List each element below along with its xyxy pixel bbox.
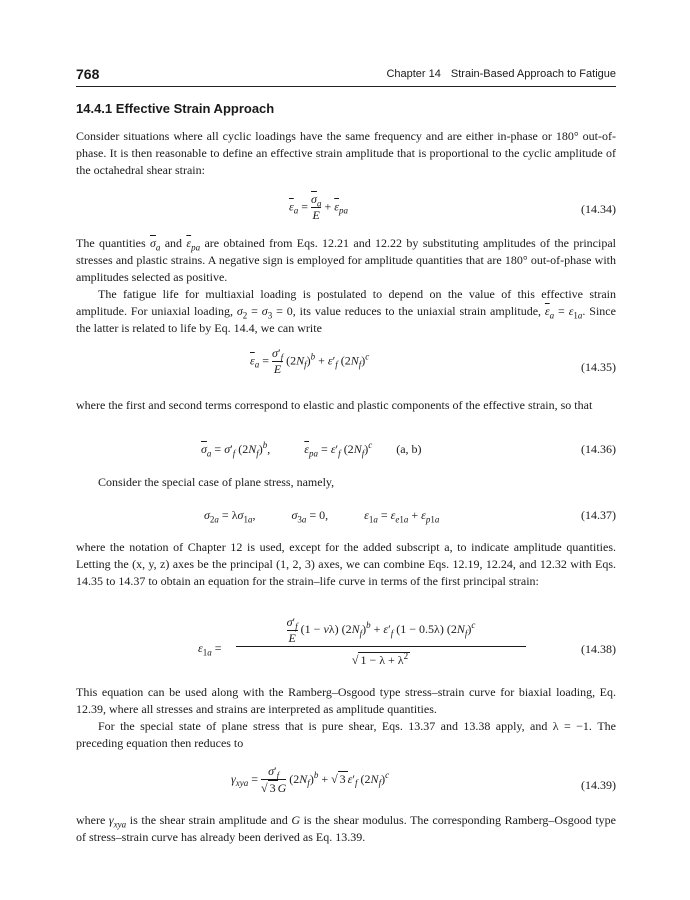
equation-14-39: $\gamma_{xya}$ = $\frac{\sigma'_f}{√ 3 G}$ $(2N_f)^b$ + √ 3 $\varepsilon'_f$ $(2N_f)^c$ (14.39) — [231, 764, 616, 795]
paragraph-intro: Consider situations where all cyclic loadings have the same frequency and are either in-phase or 180° out-of-phase. It is then reasonable to define an effective strain amplitude that is proportional to the cyclic amplitude of the octahedral shear strain: — [76, 129, 616, 177]
chapter-label: Chapter 14 — [386, 68, 441, 80]
paragraph-fatigue-life: The fatigue life for multiaxial loading is postulated to depend on the value of this effective strain amplitude. For uniaxial loading, $\sigma_2 = \sigma_3 = 0$, its value reduces to the uniaxial strain amplitude, $\overline{\varepsilon}_a = \varepsilon_{1a}$. Since the latter is related to life by Eq. 14.4, we can write — [76, 287, 616, 335]
paragraph-plane-stress: Consider the special case of plane stress, namely, — [98, 475, 335, 489]
equation-number: (14.36) — [581, 442, 616, 456]
chapter-title: Strain-Based Approach to Fatigue — [450, 68, 616, 80]
chapter-heading — [386, 68, 616, 80]
equation-14-38: $\varepsilon_{1a}$ = $\frac{\sigma'_f}{E}$ (1 − νλ) $(2N_f)^b + \varepsilon'_f$ (1 − 0.5λ) $(2N_f)^c$ √ $1 - \lambda + \lambda^2$ (14.38) — [198, 614, 616, 667]
equation-14-34: $\overline{\varepsilon}_a$ = $\frac{\overline{\sigma}_a}{E}$ + $\overline{\varepsilon}_{pa}$ (14.34) — [289, 192, 616, 222]
paragraph-terms: where the first and second terms correspond to elastic and plastic components of the effective strain, so that — [76, 398, 593, 412]
equation-14-36: $\overline{\sigma}_a = \sigma'_f$ $(2N_f)^b$, $\overline{\varepsilon}_{pa} = \varepsilon'_f$ $(2N_f)^c$ (a, b) (14.36) — [201, 440, 616, 459]
section-number: 14.4.1 — [76, 101, 113, 116]
equation-number: (14.38) — [581, 642, 616, 656]
paragraph-notation: where the notation of Chapter 12 is used, except for the added subscript a, to indicate amplitude quantities. Letting the (x, y, z) axes be the principal (1, 2, 3) axes, we can combine Eqs. 12.19, 12.24, and 12.32 with Eqs. 14.35 to 14.37 to obtain an equation for the strain–life curve in terms of the first principal strain: — [76, 540, 616, 588]
paragraph-shear-modulus: where $\gamma_{xya}$ is the shear strain amplitude and G is the shear modulus. The corresponding Ramberg–Osgood type of stress–strain curve has already been derived as Eq. 13.39. — [76, 813, 616, 844]
equation-number: (14.35) — [581, 360, 616, 374]
running-header — [76, 66, 616, 87]
paragraph-pure-shear: For the special state of plane stress that is pure shear, Eqs. 13.37 and 13.38 apply, and λ = −1. The preceding equation then reduces to — [76, 719, 616, 750]
section-title: Effective Strain Approach — [115, 101, 275, 116]
equation-14-37: $\sigma_{2a} = \lambda\sigma_{1a}$, $\sigma_{3a} = 0$, $\varepsilon_{1a} = \varepsilon_{e1a} + \varepsilon_{p1a}$ (14.37) — [204, 508, 616, 525]
section-heading — [76, 101, 274, 116]
equation-number: (14.34) — [581, 202, 616, 216]
paragraph-ramberg-osgood: This equation can be used along with the Ramberg–Osgood type stress–strain curve for biaxial loading, Eq. 12.39, where all stresses and strains are interpreted as amplitude quantities. — [76, 685, 616, 716]
page-number: 768 — [76, 66, 100, 82]
equation-tag: (a, b) — [396, 442, 422, 456]
paragraph-quantities: The quantities $\overline{\sigma}_a$ and $\overline{\varepsilon}_{pa}$ are obtained from Eqs. 12.21 and 12.22 by substituting amplitudes of the principal stresses and plastic strains. A negative sign is employed for amplitude quantities that are 180° out-of-phase with amplitudes selected as positive. — [76, 236, 616, 284]
equation-number: (14.39) — [581, 778, 616, 792]
equation-number: (14.37) — [581, 508, 616, 522]
equation-14-35: $\overline{\varepsilon}_a$ = $\frac{\sigma'_f}{E}$ $(2N_f)^b + \varepsilon'_f$ $(2N_f)^c$ (14.35) — [250, 346, 616, 376]
